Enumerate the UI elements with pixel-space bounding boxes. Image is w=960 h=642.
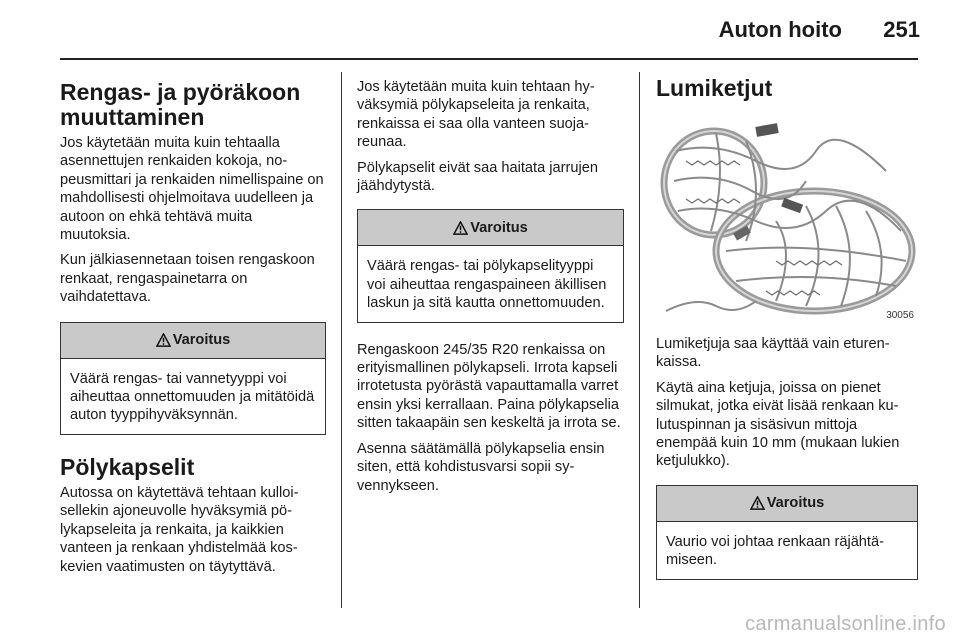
warning-text: Väärä rengas- tai vannetyyppi voi aiheuttaa onnettomuuden ja mitätöidä auton tyyppihyväksynnän. — [70, 370, 315, 424]
page-header — [0, 0, 960, 60]
warning-triangle-icon — [156, 333, 171, 347]
warning-box — [357, 209, 624, 322]
column-divider — [639, 72, 640, 608]
paragraph: Lumiketjuja saa käyttää vain eturenkaissa. — [656, 336, 890, 371]
snow-chain-illustration — [656, 111, 918, 323]
paragraph: Asenna säätämällä pölykapselia ensin siten, että kohdistusvarsi sopii syvennykseen. — [357, 440, 605, 494]
figure-code: 30056 — [886, 310, 914, 321]
paragraph: Jos käytetään muita kuin tehtaan hyväksymiä pölykapseleita ja renkaita, renkaissa ei saa olla vanteen suojareunaa. — [357, 79, 595, 151]
warning-box — [656, 485, 918, 580]
column-2 — [357, 78, 624, 502]
page-number: 251 — [883, 17, 920, 42]
column-divider — [341, 72, 342, 608]
warning-text: Väärä rengas- tai pölykapselityyppi voi aiheuttaa rengaspaineen äkillisen laskun ja sitä kautta onnettomuuden. — [367, 258, 607, 312]
paragraph: Käytä aina ketjuja, joissa on pienet silmukat, jotka eivät lisää renkaan kulutuspinnan ja sisäsivun mittoja enempää kuin 10 mm (mukaan lukien ketjulukko). — [656, 379, 900, 470]
header-rule — [60, 58, 918, 60]
warning-title: Varoitus — [766, 495, 825, 512]
watermark: carmanualsonline.info — [745, 613, 946, 635]
paragraph: Kun jälkiasennetaan toisen rengaskoon renkaat, rengaspainetarra on vaihdatettava. — [60, 252, 315, 306]
snow-chain-image — [656, 111, 918, 323]
heading-snow-chains: Lumiketjut — [656, 75, 773, 101]
paragraph: Jos käytetään muita kuin tehtaalla asennettujen renkaiden kokoja, nopeusmittari ja renkaiden nimellispaine on mahdollisesti ohjelmoitava uudelleen ja autoon on ehkä tehtävä muita muutoksia. — [60, 135, 324, 244]
warning-box — [60, 322, 326, 435]
paragraph: Rengaskoon 245/35 R20 renkaissa on erityismallinen pölykapseli. Irrota kapseli irrotetusta pyörästä vapauttamalla varret ensin yksi kerrallaan. Paina pölykapselia sitten takaapäin sen keskeltä ja irrota se. — [357, 341, 621, 432]
warning-text: Vaurio voi johtaa renkaan räjähtämiseen. — [666, 533, 884, 569]
warning-triangle-icon — [453, 221, 468, 235]
column-3 — [656, 76, 918, 592]
heading-tyre-size: Rengas- ja pyöräkoon muuttaminen — [60, 79, 301, 130]
warning-header — [358, 210, 623, 246]
section-title: Auton hoito — [718, 17, 842, 42]
warning-title: Varoitus — [172, 332, 231, 349]
heading-hubcaps: Pölykapselit — [60, 453, 195, 480]
warning-triangle-icon — [750, 496, 765, 510]
column-1 — [60, 80, 326, 583]
warning-header — [657, 486, 917, 522]
warning-header — [61, 323, 325, 359]
paragraph: Pölykapselit eivät saa haitata jarrujen jäähdytystä. — [357, 159, 598, 195]
warning-title: Varoitus — [470, 219, 528, 236]
paragraph: Autossa on käytettävä tehtaan kulloisellekin ajoneuvolle hyväksymiä pölykapseleita ja renkaita, ja kaikkien vanteen ja renkaan yhdistelmää koskevien vaatimusten on täytyttävä. — [60, 484, 299, 575]
